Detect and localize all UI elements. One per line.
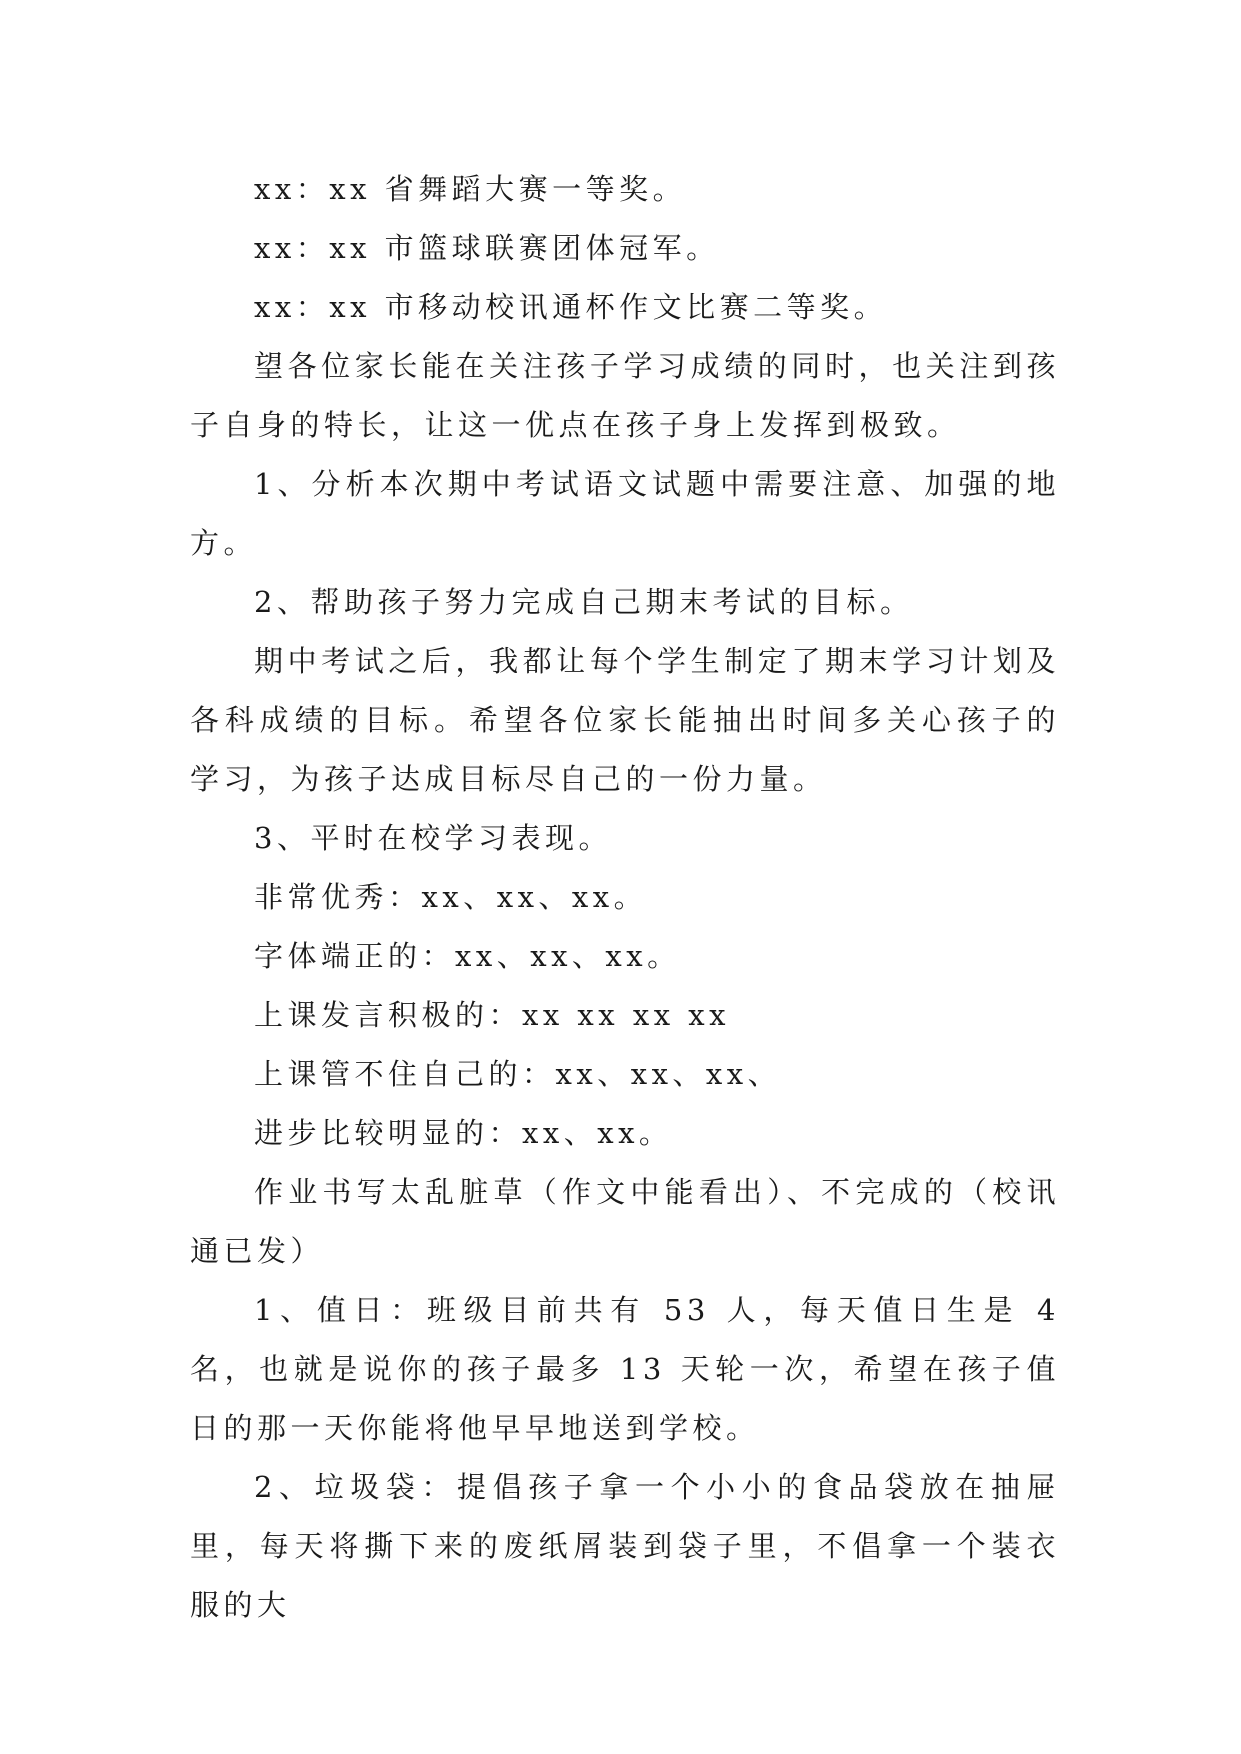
trash-bag-paragraph: 2、垃圾袋：提倡孩子拿一个小小的食品袋放在抽屉里，每天将撕下来的废纸屑装到袋子里，不倡拿一个装衣服的大 — [190, 1470, 1060, 1622]
section-item: 1、分析本次期中考试语文试题中需要注意、加强的地方。 — [190, 467, 1060, 560]
performance-item: 上课管不住自己的：xx、xx、xx、 — [254, 1057, 782, 1091]
performance-item: 上课发言积极的：xx xx xx xx — [254, 998, 730, 1032]
performance-item: 作业书写太乱脏草（作文中能看出）、不完成的（校讯通已发） — [190, 1175, 1060, 1268]
award-item: xx：xx 省舞蹈大赛一等奖。 — [254, 172, 687, 206]
performance-item: 非常优秀：xx、xx、xx。 — [254, 880, 648, 914]
duty-paragraph: 1、值日：班级目前共有 53 人，每天值日生是 4 名，也就是说你的孩子最多 13 天轮一次，希望在孩子值日的那一天你能将他早早地送到学校。 — [190, 1293, 1060, 1445]
study-plan-paragraph: 期中考试之后，我都让每个学生制定了期末学习计划及各科成绩的目标。希望各位家长能抽出时间多关心孩子的学习，为孩子达成目标尽自己的一份力量。 — [190, 644, 1060, 796]
document-body — [190, 160, 1060, 1635]
section-item: 2、帮助孩子努力完成自己期末考试的目标。 — [254, 585, 914, 619]
award-item: xx：xx 市篮球联赛团体冠军。 — [254, 231, 720, 265]
performance-item: 字体端正的：xx、xx、xx。 — [254, 939, 681, 973]
award-item: xx：xx 市移动校讯通杯作文比赛二等奖。 — [254, 290, 888, 324]
parent-advice-paragraph: 望各位家长能在关注孩子学习成绩的同时，也关注到孩子自身的特长，让这一优点在孩子身上发挥到极致。 — [190, 349, 1060, 442]
performance-item: 进步比较明显的：xx、xx。 — [254, 1116, 673, 1150]
section-item: 3、平时在校学习表现。 — [254, 821, 612, 855]
